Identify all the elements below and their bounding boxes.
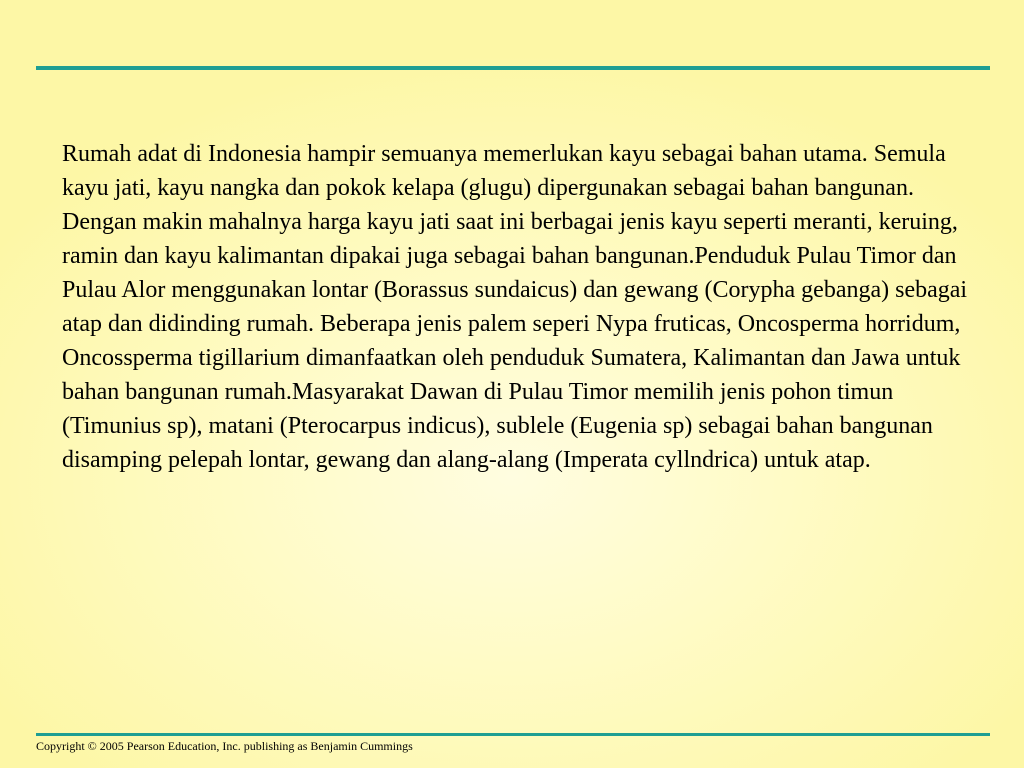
top-divider xyxy=(36,66,990,70)
bottom-divider xyxy=(36,733,990,736)
body-paragraph: Rumah adat di Indonesia hampir semuanya memerlukan kayu sebagai bahan utama. Semula kayu jati, kayu nangka dan pokok kelapa (glugu) dipergunakan sebagai bahan bangunan. Dengan makin mahalnya harga kayu jati saat ini berbagai jenis kayu seperti meranti, keruing, ramin dan kayu kalimantan dipakai juga sebagai bahan bangunan.Penduduk Pulau Timor dan Pulau Alor menggunakan lontar (Borassus sundaicus) dan gewang (Corypha gebanga) sebagai atap dan didinding rumah. Beberapa jenis palem seperi Nypa fruticas, Oncosperma horridum, Oncossperma tigillarium dimanfaatkan oleh penduduk Sumatera, Kalimantan dan Jawa untuk bahan bangunan rumah.Masyarakat Dawan di Pulau Timor memilih jenis pohon timun (Timunius sp), matani (Pterocarpus indicus), sublele (Eugenia sp) sebagai bahan bangunan disamping pelepah lontar, gewang dan alang-alang (Imperata cyllndrica) untuk atap. xyxy=(62,141,968,473)
copyright-footer: Copyright © 2005 Pearson Education, Inc. publishing as Benjamin Cummings xyxy=(36,739,413,753)
